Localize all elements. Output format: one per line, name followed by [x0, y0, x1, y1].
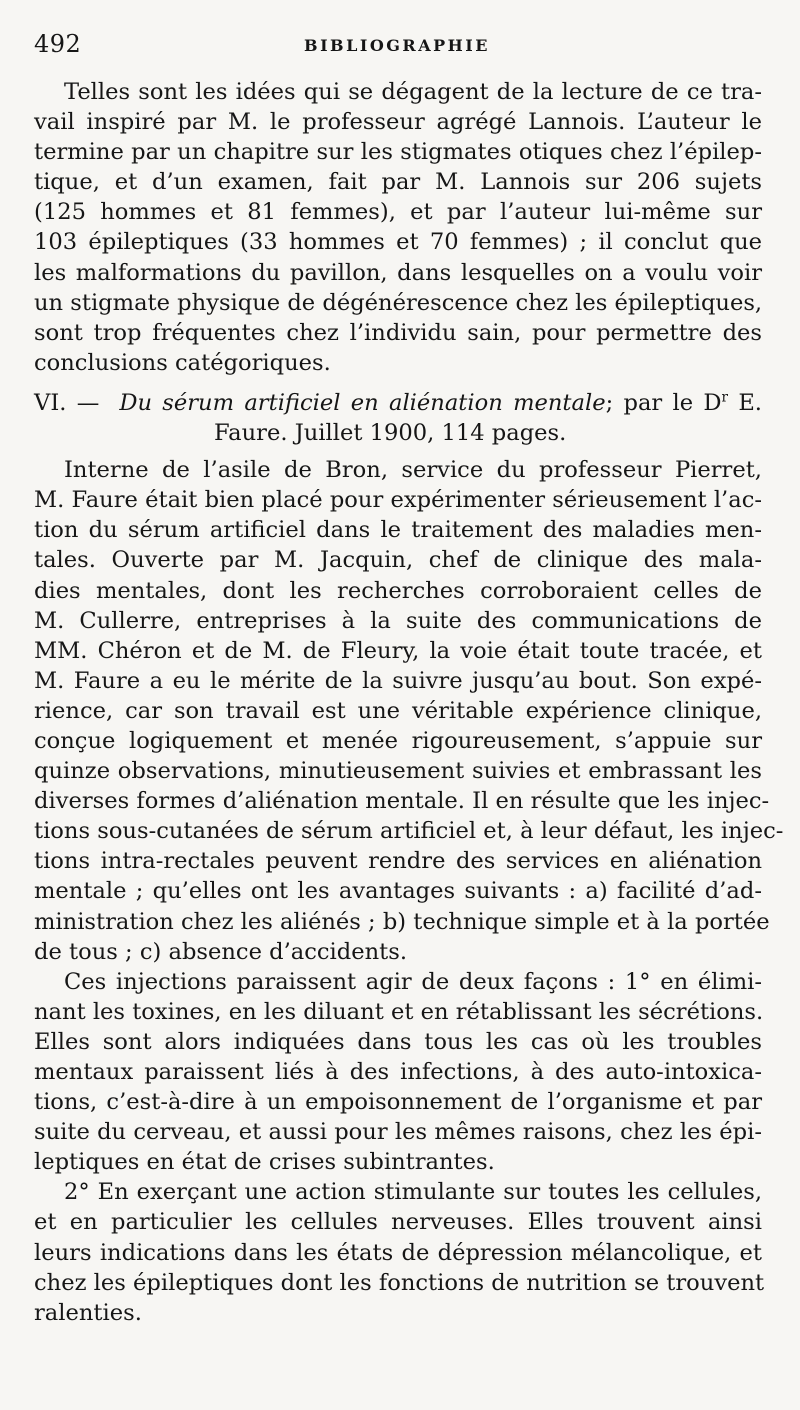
entry-heading-line-2: Faure. Juillet 1900, 114 pages. — [214, 420, 567, 447]
text-line: (125 hommes et 81 femmes), et par l’auteur lui-même sur — [34, 199, 762, 226]
text-line: tique, et d’un examen, fait par M. Lannois sur 206 sujets — [34, 169, 762, 196]
text-line: tions intra-rectales peuvent rendre des services en aliénation — [34, 848, 762, 875]
entry-title: Du sérum artificiel en aliénation mentale — [119, 389, 606, 416]
text-line: M. Faure a eu le mérite de la suivre jusqu’au bout. Son expé- — [34, 667, 762, 694]
text-line: tions sous-cutanées de sérum artificiel et, à leur défaut, les injec- — [34, 818, 784, 845]
text-line: tales. Ouverte par M. Jacquin, chef de clinique des mala- — [34, 547, 762, 574]
text-line: 2° En exerçant une action stimulante sur toutes les cellules, — [64, 1179, 762, 1206]
text-line: ralenties. — [34, 1299, 142, 1326]
text-line: diverses formes d’aliénation mentale. Il en résulte que les injec- — [34, 788, 770, 815]
text-line: les malformations du pavillon, dans lesquelles on a voulu voir — [34, 259, 762, 286]
section-title: BIBLIOGRAPHIE — [304, 36, 490, 55]
text-line: MM. Chéron et de M. de Fleury, la voie était toute tracée, et — [34, 637, 762, 664]
text-line: tions, c’est-à-dire à un empoisonnement de l’organisme et par — [34, 1089, 762, 1116]
page-number: 492 — [34, 30, 82, 58]
text-line: et en particulier les cellules nerveuses. Elles trouvent ainsi — [34, 1209, 762, 1236]
text-line: mentaux paraissent liés à des infections, à des auto-intoxica- — [34, 1059, 762, 1085]
text-line: M. Cullerre, entreprises à la suite des communications de — [34, 607, 762, 634]
entry-author-initial: E. — [728, 389, 762, 416]
text-line: Interne de l’asile de Bron, service du professeur Pierret, — [64, 457, 762, 484]
entry-title-suffix: ; par le D — [605, 389, 722, 416]
text-line: quinze observations, minutieusement suivies et embrassant les — [34, 758, 762, 785]
entry-title-sup: r — [721, 389, 729, 406]
text-line: suite du cerveau, et aussi pour les mêmes raisons, chez les épi- — [34, 1119, 762, 1146]
text-line: M. Faure était bien placé pour expérimenter sérieusement l’ac- — [34, 487, 762, 514]
paragraph-4 — [34, 1177, 765, 1327]
text-line: nant les toxines, en les diluant et en rétablissant les sécrétions. — [34, 998, 764, 1025]
text-line: vail inspiré par M. le professeur agrégé Lannois. L’auteur le — [34, 109, 762, 136]
text-line: conçue logiquement et menée rigoureusement, s’appuie sur — [34, 727, 762, 754]
text-line: mentale ; qu’elles ont les avantages suivants : a) facilité d’ad- — [34, 878, 762, 905]
text-line: conclusions catégoriques. — [34, 349, 331, 376]
entry-heading — [34, 388, 762, 448]
entry-number: VI. — — [34, 389, 100, 416]
text-line: sont trop fréquentes chez l’individu sain, pour permettre des — [34, 319, 762, 346]
entry-heading-line-1 — [34, 388, 762, 418]
text-line: Elles sont alors indiquées dans tous les cas où les troubles — [34, 1028, 762, 1055]
running-header — [34, 30, 760, 64]
text-line: Telles sont les idées qui se dégagent de la lecture de ce tra- — [64, 79, 762, 105]
text-line: dies mentales, dont les recherches corroboraient celles de — [34, 577, 762, 604]
text-line: tion du sérum artificiel dans le traitement des maladies men- — [34, 517, 762, 544]
text-line: termine par un chapitre sur les stigmates otiques chez l’épilep- — [34, 139, 762, 166]
text-line: Ces injections paraissent agir de deux façons : 1° en élimi- — [64, 968, 762, 995]
text-line: chez les épileptiques dont les fonctions de nutrition se trouvent — [34, 1269, 765, 1296]
page-body — [34, 77, 784, 1328]
text-line: ministration chez les aliénés ; b) technique simple et à la portée — [34, 908, 770, 935]
paragraph-3 — [34, 967, 762, 1178]
text-line: rience, car son travail est une véritable expérience clinique, — [34, 697, 762, 724]
paragraph-1 — [34, 77, 762, 378]
text-line: 103 épileptiques (33 hommes et 70 femmes) ; il conclut que — [34, 229, 762, 256]
paragraph-2 — [34, 455, 784, 967]
text-line: leptiques en état de crises subintrantes. — [34, 1149, 495, 1176]
text-line: un stigmate physique de dégénérescence chez les épileptiques, — [34, 289, 763, 316]
text-line: de tous ; c) absence d’accidents. — [34, 938, 408, 965]
text-line: leurs indications dans les états de dépression mélancolique, et — [34, 1239, 762, 1266]
